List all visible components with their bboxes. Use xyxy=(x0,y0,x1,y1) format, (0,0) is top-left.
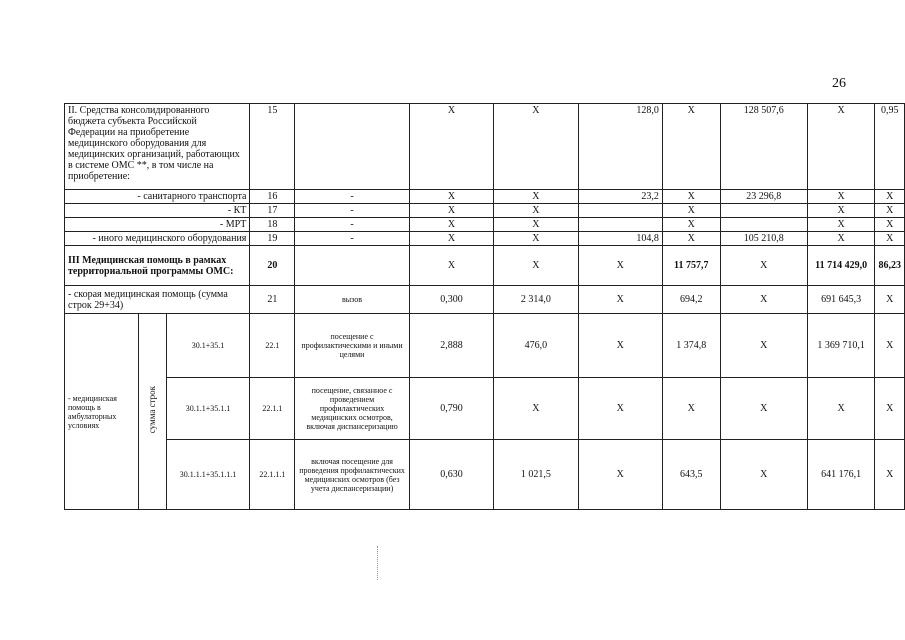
cell: X xyxy=(409,246,493,286)
cell: 23,2 xyxy=(578,190,662,204)
cell: 86,23 xyxy=(875,246,905,286)
row-unit: посещение, связанное с проведением профилактических медицинских осмотров, включая диспансеризацию xyxy=(295,378,410,440)
row-code: 16 xyxy=(250,190,295,204)
cell: X xyxy=(662,190,720,204)
cell xyxy=(578,204,662,218)
row-name: - МРТ xyxy=(65,218,250,232)
cell xyxy=(720,218,807,232)
cell: 476,0 xyxy=(494,314,578,378)
row-code: 21 xyxy=(250,286,295,314)
cell: 1 021,5 xyxy=(494,440,578,510)
cell: 2,888 xyxy=(409,314,493,378)
cell: X xyxy=(807,104,875,190)
table-row xyxy=(65,378,905,440)
row-unit: вызов xyxy=(295,286,410,314)
table-row xyxy=(65,314,905,378)
cell: X xyxy=(875,232,905,246)
cell: 641 176,1 xyxy=(807,440,875,510)
cell: X xyxy=(720,378,807,440)
fold-mark xyxy=(377,546,379,580)
row-name: - скорая медицинская помощь (сумма строк 29+34) xyxy=(65,286,250,314)
cell: 105 210,8 xyxy=(720,232,807,246)
cell: X xyxy=(875,190,905,204)
row-code: 15 xyxy=(250,104,295,190)
row-ref: 30.1.1+35.1.1 xyxy=(166,378,250,440)
row-unit: посещение с профилактическими и иными целями xyxy=(295,314,410,378)
row-unit: включая посещение для проведения профилактических медицинских осмотров (без учета диспансеризации) xyxy=(295,440,410,510)
row-code: 18 xyxy=(250,218,295,232)
cell: 643,5 xyxy=(662,440,720,510)
cell: X xyxy=(720,440,807,510)
cell: 128,0 xyxy=(578,104,662,190)
cell: X xyxy=(578,378,662,440)
row-code: 22.1.1 xyxy=(250,378,295,440)
row-unit xyxy=(295,104,410,190)
cell: X xyxy=(494,218,578,232)
cell: X xyxy=(720,246,807,286)
cell: 691 645,3 xyxy=(807,286,875,314)
cell: X xyxy=(578,286,662,314)
cell: X xyxy=(662,232,720,246)
sum-rows-label xyxy=(138,314,166,510)
cell: X xyxy=(662,218,720,232)
row-code: 20 xyxy=(250,246,295,286)
cell: 694,2 xyxy=(662,286,720,314)
row-unit xyxy=(295,246,410,286)
cell: X xyxy=(494,246,578,286)
cell: X xyxy=(578,246,662,286)
cell xyxy=(720,204,807,218)
row-code: 17 xyxy=(250,204,295,218)
cell: 1 374,8 xyxy=(662,314,720,378)
cell: X xyxy=(662,378,720,440)
row-ref: 30.1.1.1+35.1.1.1 xyxy=(166,440,250,510)
cell: X xyxy=(494,104,578,190)
row-ref: 30.1+35.1 xyxy=(166,314,250,378)
cell: X xyxy=(409,190,493,204)
cell: X xyxy=(409,204,493,218)
cell: X xyxy=(494,232,578,246)
row-unit: - xyxy=(295,232,410,246)
cell: X xyxy=(807,190,875,204)
table-row xyxy=(65,232,905,246)
row-code: 22.1.1.1 xyxy=(250,440,295,510)
cell: X xyxy=(662,104,720,190)
row-unit: - xyxy=(295,190,410,204)
cell: X xyxy=(807,204,875,218)
table-row xyxy=(65,204,905,218)
cell: 1 369 710,1 xyxy=(807,314,875,378)
cell: X xyxy=(807,218,875,232)
cell: X xyxy=(662,204,720,218)
cell: 0,630 xyxy=(409,440,493,510)
cell: X xyxy=(409,104,493,190)
table-row xyxy=(65,104,905,190)
cell xyxy=(578,218,662,232)
cell: 11 714 429,0 xyxy=(807,246,875,286)
cell: X xyxy=(720,286,807,314)
cell: X xyxy=(409,232,493,246)
cell: X xyxy=(807,232,875,246)
cell: 0,95 xyxy=(875,104,905,190)
row-code: 22.1 xyxy=(250,314,295,378)
cell: 0,790 xyxy=(409,378,493,440)
table-row xyxy=(65,190,905,204)
row-unit: - xyxy=(295,204,410,218)
cell: X xyxy=(494,378,578,440)
cell: X xyxy=(578,314,662,378)
row-name: III Медицинская помощь в рамках территориальной программы ОМС: xyxy=(65,246,250,286)
row-name: - иного медицинского оборудования xyxy=(65,232,250,246)
table-row xyxy=(65,218,905,232)
cell: X xyxy=(875,314,905,378)
cell: X xyxy=(494,204,578,218)
ambulatory-label: - медицинская помощь в амбулаторных условиях xyxy=(65,314,139,510)
cell: X xyxy=(720,314,807,378)
cell: 128 507,6 xyxy=(720,104,807,190)
cell: 0,300 xyxy=(409,286,493,314)
cell: 104,8 xyxy=(578,232,662,246)
table-row xyxy=(65,286,905,314)
page-number: 26 xyxy=(832,76,846,91)
cell: X xyxy=(875,218,905,232)
cell: X xyxy=(875,378,905,440)
row-name: - санитарного транспорта xyxy=(65,190,250,204)
row-code: 19 xyxy=(250,232,295,246)
cell: 11 757,7 xyxy=(662,246,720,286)
table-row xyxy=(65,440,905,510)
cell: 2 314,0 xyxy=(494,286,578,314)
cell: X xyxy=(875,204,905,218)
cell: X xyxy=(494,190,578,204)
cell: X xyxy=(807,378,875,440)
row-name: - КТ xyxy=(65,204,250,218)
row-unit: - xyxy=(295,218,410,232)
cell: 23 296,8 xyxy=(720,190,807,204)
row-name: II. Средства консолидированного бюджета субъекта Российской Федерации на приобретение медицинского оборудования для медицинских организаций, работающих в системе ОМС **, в том числе на приобретение: xyxy=(65,104,250,190)
cell: X xyxy=(578,440,662,510)
sum-rows-text: сумма строк xyxy=(146,386,157,434)
cell: X xyxy=(409,218,493,232)
cell: X xyxy=(875,286,905,314)
table-row xyxy=(65,246,905,286)
cell: X xyxy=(875,440,905,510)
financing-table xyxy=(64,103,905,510)
